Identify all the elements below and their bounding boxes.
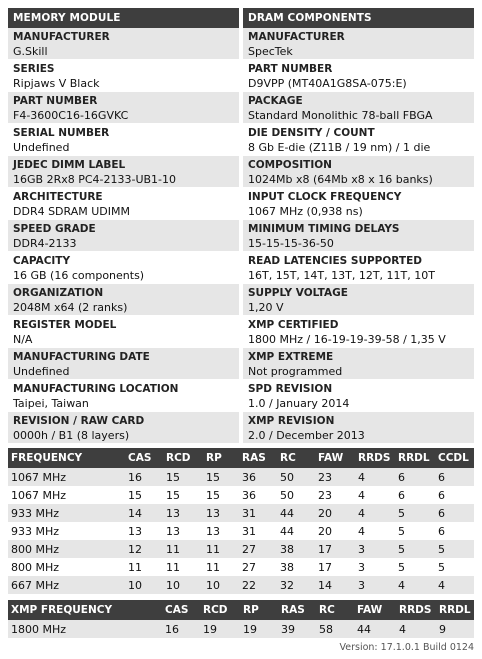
table-cell: 5 [395, 540, 435, 558]
table-cell: 38 [277, 558, 315, 576]
table-cell: 15 [125, 486, 163, 504]
version-label: Version: 17.1.0.1 Build 0124 [339, 642, 474, 653]
table-row [8, 540, 474, 558]
xmp-table-body [8, 620, 474, 638]
table-cell: 13 [203, 522, 239, 540]
column-header: RP [203, 448, 239, 468]
column-header: RRDL [395, 448, 435, 468]
column-header: FREQUENCY [8, 448, 125, 468]
table-cell: 4 [355, 468, 395, 486]
field-value: 1.0 / January 2014 [248, 397, 350, 410]
table-cell: 20 [315, 504, 355, 522]
table-cell: 15 [163, 468, 203, 486]
column-header: RRDS [355, 448, 395, 468]
field-label: SERIES [13, 63, 55, 75]
field-value: 1800 MHz / 16-19-19-39-58 / 1,35 V [248, 333, 446, 346]
field-value: 15-15-15-36-50 [248, 237, 334, 250]
table-cell: 11 [163, 558, 203, 576]
info-field [8, 220, 239, 252]
field-value: 1,20 V [248, 301, 284, 314]
column-header: RRDL [436, 600, 474, 620]
table-cell: 58 [316, 620, 354, 638]
table-cell: 36 [239, 468, 277, 486]
table-cell: 4 [435, 576, 474, 594]
table-cell: 5 [395, 522, 435, 540]
table-cell: 44 [277, 522, 315, 540]
field-value: 0000h / B1 (8 layers) [13, 429, 130, 442]
table-cell: 17 [315, 558, 355, 576]
field-value: 16T, 15T, 14T, 13T, 12T, 11T, 10T [248, 269, 435, 282]
table-cell: 3 [355, 558, 395, 576]
table-cell: 1067 MHz [8, 468, 125, 486]
info-field [243, 188, 474, 220]
table-cell: 13 [163, 504, 203, 522]
field-value: F4-3600C16-16GVKC [13, 109, 129, 122]
table-cell: 12 [125, 540, 163, 558]
field-label: MANUFACTURER [248, 31, 345, 43]
info-field [8, 284, 239, 316]
table-cell: 10 [125, 576, 163, 594]
table-cell: 39 [278, 620, 316, 638]
table-cell: 667 MHz [8, 576, 125, 594]
table-cell: 14 [125, 504, 163, 522]
xmp-timing-table [8, 600, 474, 638]
table-cell: 19 [200, 620, 240, 638]
field-value: 1024Mb x8 (64Mb x8 x 16 banks) [248, 173, 433, 186]
table-cell: 3 [355, 576, 395, 594]
table-cell: 20 [315, 522, 355, 540]
info-field [243, 92, 474, 124]
table-cell: 27 [239, 558, 277, 576]
field-value: 2048M x64 (2 ranks) [13, 301, 128, 314]
table-cell: 10 [203, 576, 239, 594]
column-header: RCD [163, 448, 203, 468]
info-field [8, 60, 239, 92]
memory-module-column [8, 8, 239, 444]
field-value: Undefined [13, 141, 70, 154]
field-value: SpecTek [248, 45, 293, 58]
table-cell: 933 MHz [8, 504, 125, 522]
field-label: SPEED GRADE [13, 223, 96, 235]
column-header: FAW [315, 448, 355, 468]
info-field [8, 380, 239, 412]
column-header: FAW [354, 600, 396, 620]
table-cell: 50 [277, 468, 315, 486]
table-row [8, 576, 474, 594]
field-label: REGISTER MODEL [13, 319, 117, 331]
table-cell: 5 [435, 558, 474, 576]
column-header: XMP FREQUENCY [8, 600, 162, 620]
info-field [243, 252, 474, 284]
dram-components-fields [243, 28, 474, 444]
field-value: Standard Monolithic 78-ball FBGA [248, 109, 433, 122]
table-cell: 6 [395, 486, 435, 504]
info-field [8, 92, 239, 124]
table-cell: 4 [355, 504, 395, 522]
frequency-timing-table [8, 448, 474, 594]
table-cell: 36 [239, 486, 277, 504]
table-cell: 6 [395, 468, 435, 486]
field-label: XMP REVISION [248, 415, 335, 427]
table-cell: 44 [354, 620, 396, 638]
table-cell: 5 [435, 540, 474, 558]
info-field [8, 156, 239, 188]
field-label: MANUFACTURER [13, 31, 110, 43]
table-cell: 13 [203, 504, 239, 522]
table-cell: 16 [125, 468, 163, 486]
field-label: PART NUMBER [13, 95, 98, 107]
field-label: COMPOSITION [248, 159, 332, 171]
field-label: PART NUMBER [248, 63, 333, 75]
table-cell: 38 [277, 540, 315, 558]
table-cell: 1067 MHz [8, 486, 125, 504]
field-value: DDR4 SDRAM UDIMM [13, 205, 130, 218]
xmp-table-header-row [8, 600, 474, 620]
column-header: RP [240, 600, 278, 620]
column-header: CAS [162, 600, 200, 620]
column-header: RCD [200, 600, 240, 620]
table-cell: 19 [240, 620, 278, 638]
table-cell: 933 MHz [8, 522, 125, 540]
field-label: XMP CERTIFIED [248, 319, 339, 331]
table-cell: 17 [315, 540, 355, 558]
info-field [8, 124, 239, 156]
table-cell: 800 MHz [8, 540, 125, 558]
info-field [243, 316, 474, 348]
table-cell: 15 [203, 486, 239, 504]
table-cell: 6 [435, 504, 474, 522]
field-value: 2.0 / December 2013 [248, 429, 365, 442]
column-header: RAS [278, 600, 316, 620]
field-label: ORGANIZATION [13, 287, 104, 299]
table-cell: 31 [239, 504, 277, 522]
info-field [8, 316, 239, 348]
frequency-table-header-row [8, 448, 474, 468]
field-label: PACKAGE [248, 95, 303, 107]
field-value: 16GB 2Rx8 PC4-2133-UB1-10 [13, 173, 177, 186]
table-row [8, 486, 474, 504]
field-value: 16 GB (16 components) [13, 269, 145, 282]
column-header: RRDS [396, 600, 436, 620]
table-row [8, 558, 474, 576]
field-label: REVISION / RAW CARD [13, 415, 145, 427]
field-value: Ripjaws V Black [13, 77, 100, 90]
table-cell: 44 [277, 504, 315, 522]
info-field [8, 28, 239, 60]
field-label: MANUFACTURING DATE [13, 351, 150, 363]
table-cell: 5 [395, 504, 435, 522]
table-cell: 23 [315, 486, 355, 504]
table-cell: 6 [435, 468, 474, 486]
frequency-table-body [8, 468, 474, 594]
field-label: MANUFACTURING LOCATION [13, 383, 179, 395]
table-cell: 1800 MHz [8, 620, 162, 638]
table-cell: 10 [163, 576, 203, 594]
column-header: CCDL [435, 448, 474, 468]
info-field [8, 348, 239, 380]
info-field [8, 412, 239, 444]
field-label: SPD REVISION [248, 383, 333, 395]
table-cell: 11 [203, 540, 239, 558]
table-cell: 11 [125, 558, 163, 576]
table-cell: 4 [395, 576, 435, 594]
column-header: CAS [125, 448, 163, 468]
table-row [8, 504, 474, 522]
field-label: READ LATENCIES SUPPORTED [248, 255, 422, 267]
dram-components-column [243, 8, 474, 444]
field-value: Not programmed [248, 365, 343, 378]
dram-components-header: DRAM COMPONENTS [243, 8, 474, 28]
field-value: 8 Gb E-die (Z11B / 19 nm) / 1 die [248, 141, 431, 154]
table-cell: 800 MHz [8, 558, 125, 576]
column-header: RC [316, 600, 354, 620]
table-cell: 11 [203, 558, 239, 576]
info-field [243, 284, 474, 316]
table-cell: 5 [395, 558, 435, 576]
column-header: RAS [239, 448, 277, 468]
field-value: Undefined [13, 365, 70, 378]
field-value: Taipei, Taiwan [13, 397, 89, 410]
info-field [243, 412, 474, 444]
field-label: INPUT CLOCK FREQUENCY [248, 191, 402, 203]
table-cell: 50 [277, 486, 315, 504]
info-field [243, 220, 474, 252]
field-label: CAPACITY [13, 255, 71, 267]
field-label: JEDEC DIMM LABEL [13, 159, 126, 171]
column-header: RC [277, 448, 315, 468]
table-cell: 22 [239, 576, 277, 594]
field-label: XMP EXTREME [248, 351, 334, 363]
table-cell: 23 [315, 468, 355, 486]
table-cell: 13 [125, 522, 163, 540]
field-value: D9VPP (MT40A1G8SA-075:E) [248, 77, 407, 90]
memory-module-fields [8, 28, 239, 444]
table-row [8, 522, 474, 540]
table-cell: 27 [239, 540, 277, 558]
info-columns [8, 8, 474, 444]
info-field [243, 156, 474, 188]
table-cell: 14 [315, 576, 355, 594]
info-field [243, 60, 474, 92]
table-cell: 6 [435, 522, 474, 540]
memory-module-header: MEMORY MODULE [8, 8, 239, 28]
field-label: SUPPLY VOLTAGE [248, 287, 348, 299]
info-field [243, 28, 474, 60]
info-field [8, 252, 239, 284]
info-field [243, 380, 474, 412]
field-value: G.Skill [13, 45, 48, 58]
table-cell: 9 [436, 620, 474, 638]
field-value: 1067 MHz (0,938 ns) [248, 205, 363, 218]
info-field [243, 348, 474, 380]
table-cell: 11 [163, 540, 203, 558]
table-row [8, 620, 474, 638]
field-label: DIE DENSITY / COUNT [248, 127, 375, 139]
table-cell: 13 [163, 522, 203, 540]
field-label: SERIAL NUMBER [13, 127, 110, 139]
table-cell: 32 [277, 576, 315, 594]
table-cell: 16 [162, 620, 200, 638]
table-cell: 6 [435, 486, 474, 504]
field-value: N/A [13, 333, 33, 346]
table-cell: 4 [396, 620, 436, 638]
field-value: DDR4-2133 [13, 237, 77, 250]
info-field [243, 124, 474, 156]
field-label: MINIMUM TIMING DELAYS [248, 223, 400, 235]
table-cell: 15 [203, 468, 239, 486]
table-cell: 3 [355, 540, 395, 558]
table-row [8, 468, 474, 486]
table-cell: 4 [355, 486, 395, 504]
info-field [8, 188, 239, 220]
table-cell: 15 [163, 486, 203, 504]
spd-info-panel [8, 8, 474, 638]
field-label: ARCHITECTURE [13, 191, 103, 203]
table-cell: 4 [355, 522, 395, 540]
table-cell: 31 [239, 522, 277, 540]
